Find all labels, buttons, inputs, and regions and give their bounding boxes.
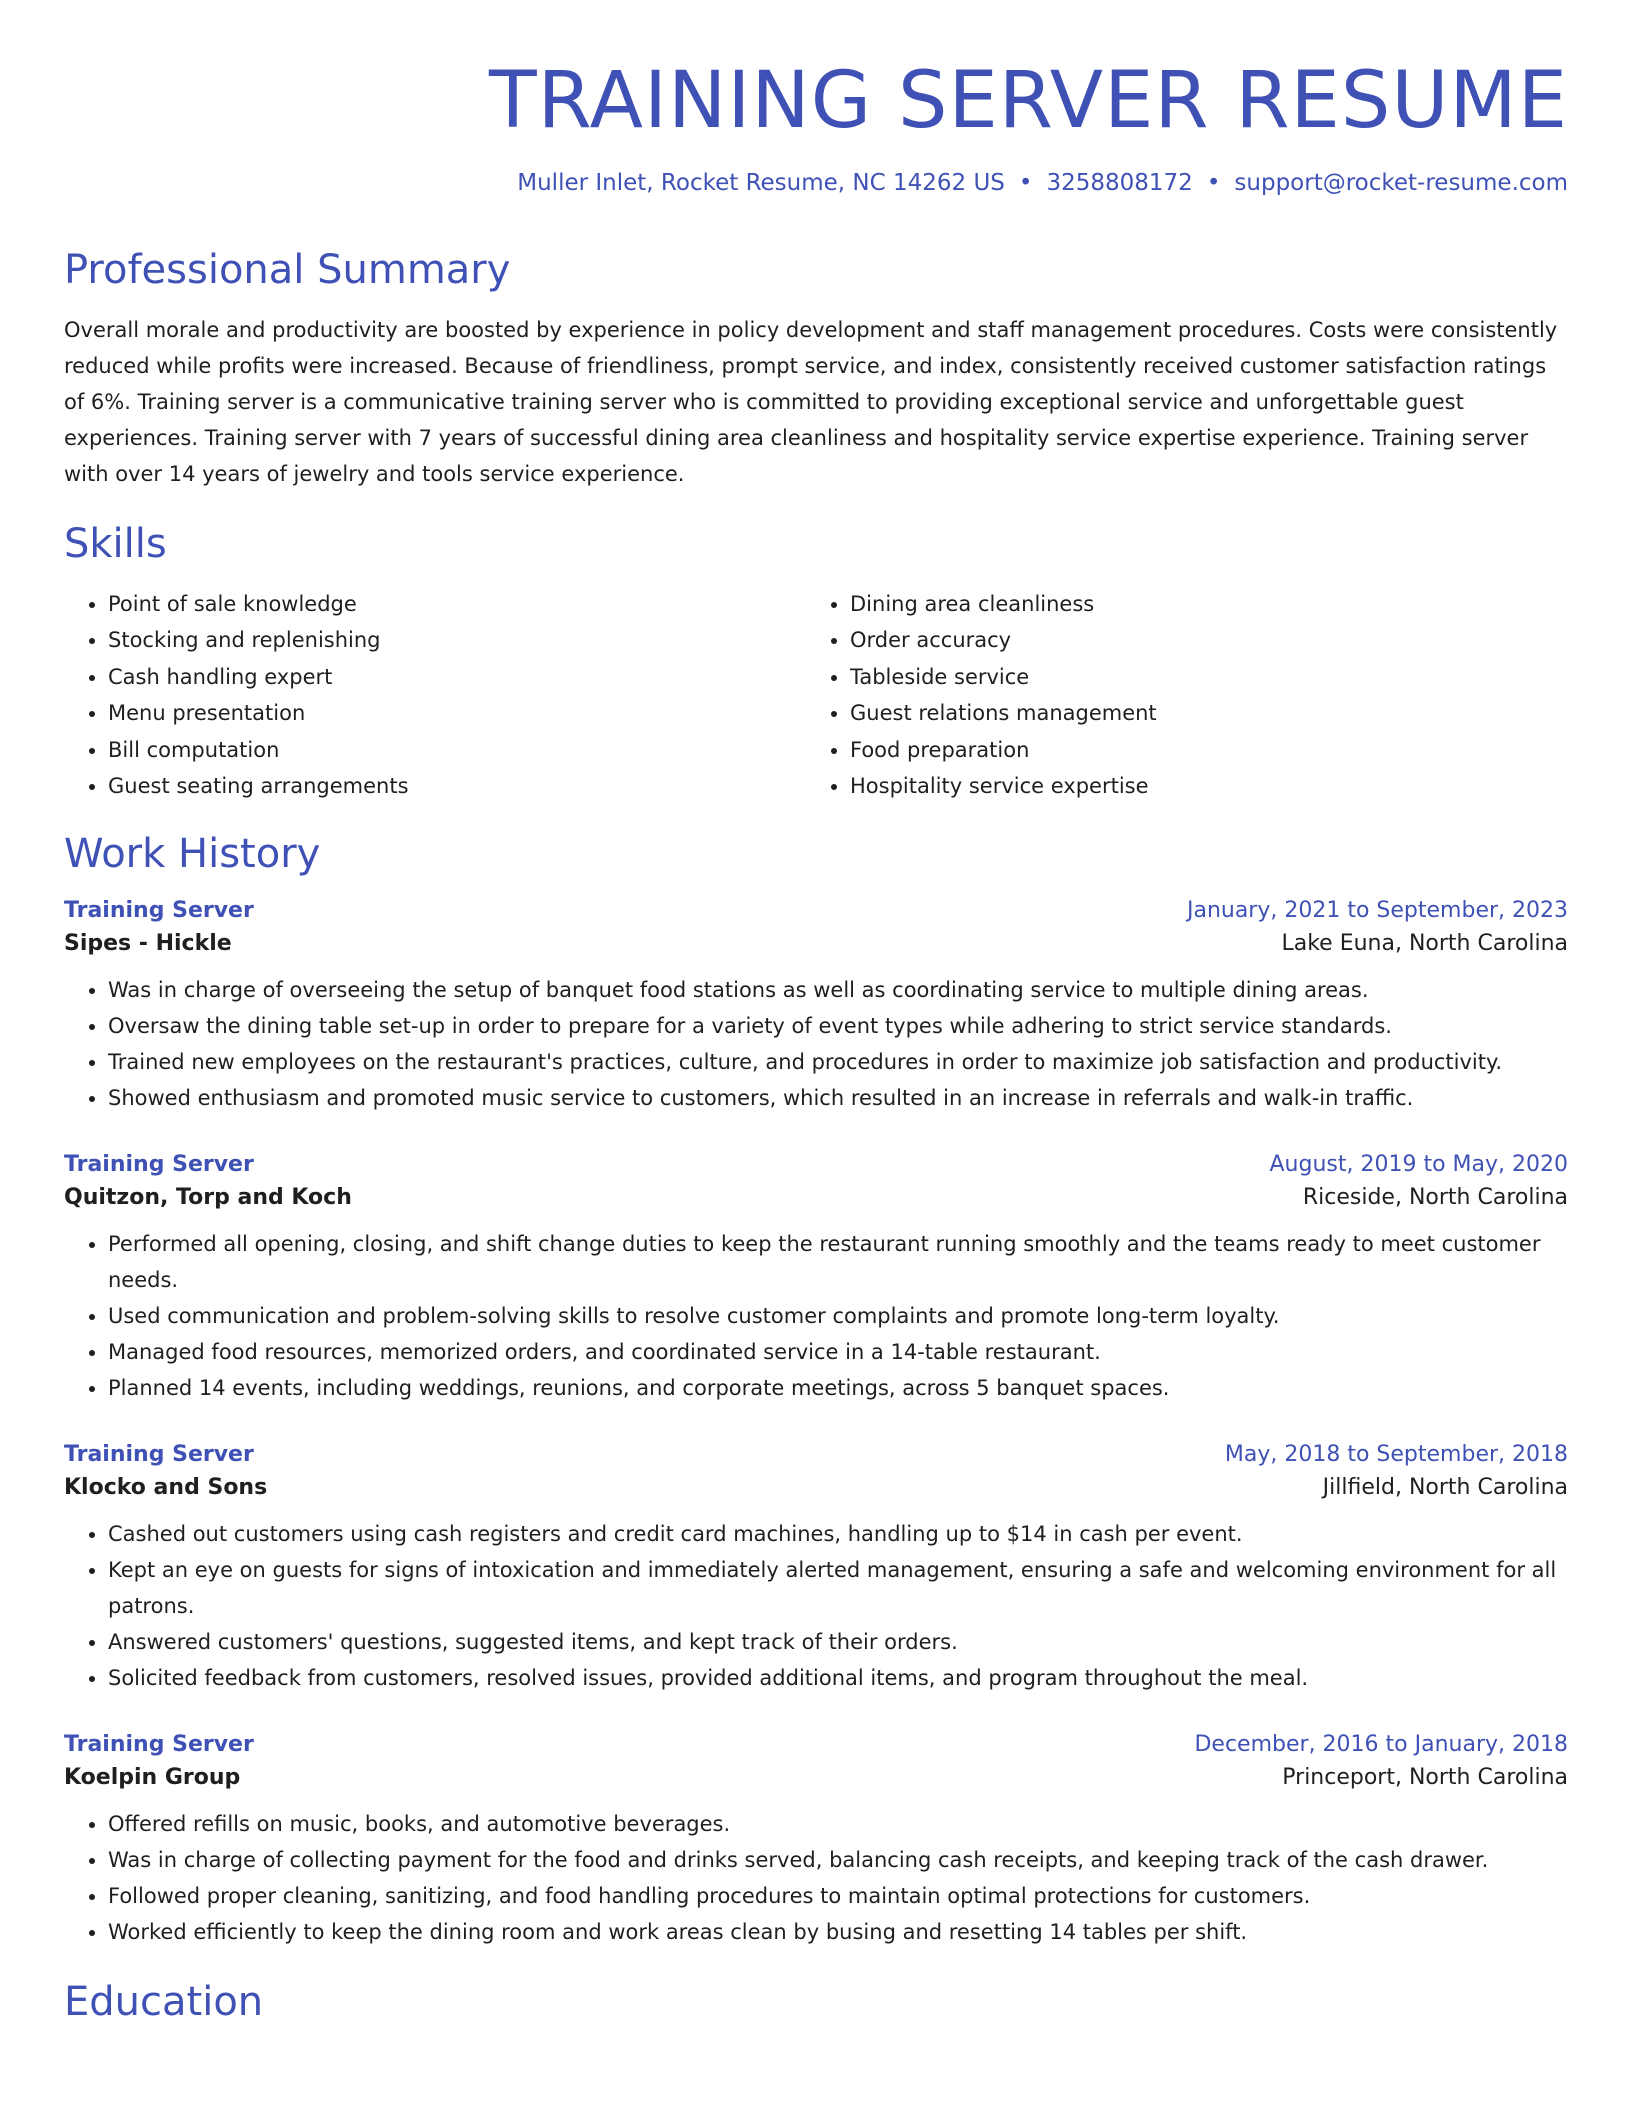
- job-subheader: [64, 1185, 1568, 1210]
- skill-item: • Menu presentation: [108, 695, 806, 731]
- job-dates: January, 2021 to September, 2023: [1186, 898, 1568, 924]
- job-company: Koelpin Group: [64, 1765, 241, 1791]
- skill-item: • Food preparation: [850, 732, 1548, 768]
- contact-separator: •: [1206, 170, 1221, 196]
- job-bullet: • Showed enthusiasm and promoted music service to customers, which resulted in an increase in referrals and walk-in traffic.: [108, 1080, 1568, 1116]
- skill-item: • Order accuracy: [850, 622, 1548, 658]
- job-bullets: [64, 1806, 1568, 1950]
- job-location: Princeport, North Carolina: [1282, 1765, 1568, 1791]
- skill-item: • Guest seating arrangements: [108, 768, 806, 804]
- job-bullet: • Planned 14 events, including weddings, reunions, and corporate meetings, across 5 banquet spaces.: [108, 1370, 1568, 1406]
- skills-list: [64, 586, 1568, 804]
- skill-item: • Stocking and replenishing: [108, 622, 806, 658]
- job-bullet: • Answered customers' questions, suggested items, and kept track of their orders.: [108, 1624, 1568, 1660]
- job-dates: December, 2016 to January, 2018: [1194, 1732, 1568, 1758]
- job-location: Jillfield, North Carolina: [1322, 1475, 1568, 1501]
- job-header: [64, 898, 1568, 923]
- job-bullet: • Solicited feedback from customers, resolved issues, provided additional items, and program throughout the meal.: [108, 1660, 1568, 1696]
- job-title: Training Server: [64, 1152, 254, 1178]
- job-bullet: • Kept an eye on guests for signs of intoxication and immediately alerted management, ensuring a safe and welcoming environment for all patrons.: [108, 1552, 1568, 1624]
- skills-column-right: [806, 586, 1548, 804]
- skill-item: • Point of sale knowledge: [108, 586, 806, 622]
- job-bullet: • Cashed out customers using cash registers and credit card machines, handling up to $14 in cash per event.: [108, 1516, 1568, 1552]
- summary-heading: Professional Summary: [64, 247, 511, 293]
- skills-column-left: [64, 586, 806, 804]
- job-bullets: [64, 972, 1568, 1116]
- job-bullet: • Was in charge of collecting payment for the food and drinks served, balancing cash receipts, and keeping track of the cash drawer.: [108, 1842, 1568, 1878]
- contact-email[interactable]: support@rocket-resume.com: [1234, 170, 1568, 196]
- job-bullet: • Managed food resources, memorized orders, and coordinated service in a 14-table restaurant.: [108, 1334, 1568, 1370]
- job-subheader: [64, 1765, 1568, 1790]
- job-title: Training Server: [64, 1442, 254, 1468]
- skill-item: • Hospitality service expertise: [850, 768, 1548, 804]
- skill-item: • Dining area cleanliness: [850, 586, 1548, 622]
- job-entry: [64, 1152, 1568, 1406]
- skill-item: • Bill computation: [108, 732, 806, 768]
- job-dates: August, 2019 to May, 2020: [1269, 1152, 1568, 1178]
- job-bullet: • Offered refills on music, books, and automotive beverages.: [108, 1806, 1568, 1842]
- skill-item: • Tableside service: [850, 659, 1548, 695]
- job-bullet: • Used communication and problem-solving skills to resolve customer complaints and promote long-term loyalty.: [108, 1298, 1568, 1334]
- skills-heading: Skills: [64, 521, 167, 567]
- job-bullet: • Followed proper cleaning, sanitizing, and food handling procedures to maintain optimal protections for customers.: [108, 1878, 1568, 1914]
- job-entry: [64, 1442, 1568, 1696]
- summary-text: Overall morale and productivity are boosted by experience in policy development and staff management procedures. Costs were consistently reduced while profits were increased. Because of friendliness, prompt service, and index, consistently received customer satisfaction ratings of 6%. Training server is a communicative training server who is committed to providing exceptional service and unforgettable guest experiences. Training server with 7 years of successful dining area cleanliness and hospitality service expertise experience. Training server with over 14 years of jewelry and tools service experience.: [64, 318, 1558, 486]
- job-title: Training Server: [64, 1732, 254, 1758]
- job-company: Quitzon, Torp and Koch: [64, 1185, 352, 1211]
- job-bullets: [64, 1226, 1568, 1406]
- job-subheader: [64, 931, 1568, 956]
- job-bullets: [64, 1516, 1568, 1696]
- contact-phone: 3258808172: [1046, 170, 1193, 196]
- contact-separator: •: [1018, 170, 1033, 196]
- job-bullet: • Worked efficiently to keep the dining room and work areas clean by busing and resetting 14 tables per shift.: [108, 1914, 1568, 1950]
- job-header: [64, 1442, 1568, 1467]
- job-title: Training Server: [64, 898, 254, 924]
- skill-item: • Cash handling expert: [108, 659, 806, 695]
- job-subheader: [64, 1475, 1568, 1500]
- job-company: Sipes - Hickle: [64, 931, 232, 957]
- resume-header: [64, 50, 1568, 196]
- education-heading: Education: [64, 1979, 264, 2026]
- job-bullet: • Trained new employees on the restaurant's practices, culture, and procedures in order to maximize job satisfaction and productivity.: [108, 1044, 1568, 1080]
- job-dates: May, 2018 to September, 2018: [1224, 1442, 1568, 1468]
- job-header: [64, 1152, 1568, 1177]
- resume-title: TRAINING SERVER RESUME: [489, 56, 1568, 146]
- job-entry: [64, 1732, 1568, 1950]
- job-header: [64, 1732, 1568, 1757]
- skill-item: • Guest relations management: [850, 695, 1548, 731]
- job-bullet: • Performed all opening, closing, and shift change duties to keep the restaurant running smoothly and the teams ready to meet customer needs.: [108, 1226, 1568, 1298]
- job-location: Riceside, North Carolina: [1302, 1185, 1568, 1211]
- job-bullet: • Was in charge of overseeing the setup of banquet food stations as well as coordinating service to multiple dining areas.: [108, 972, 1568, 1008]
- job-location: Lake Euna, North Carolina: [1281, 931, 1568, 957]
- contact-line: [64, 170, 1568, 196]
- job-bullet: • Oversaw the dining table set-up in order to prepare for a variety of event types while adhering to strict service standards.: [108, 1008, 1568, 1044]
- job-entry: [64, 898, 1568, 1116]
- contact-address: Muller Inlet, Rocket Resume, NC 14262 US: [517, 170, 1005, 196]
- work-history-heading: Work History: [64, 831, 321, 878]
- job-company: Klocko and Sons: [64, 1475, 268, 1501]
